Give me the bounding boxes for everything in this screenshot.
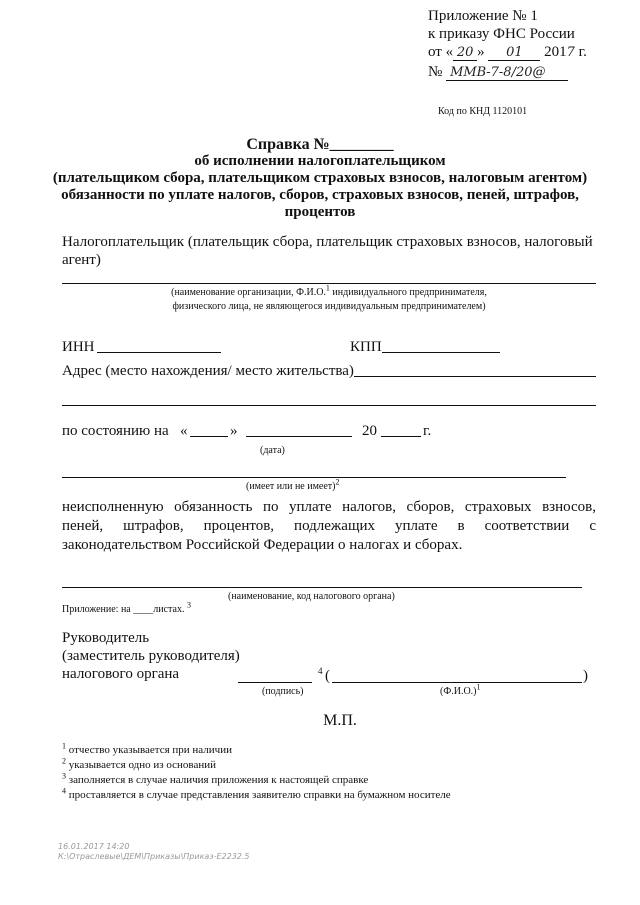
year-prefix: 20 (362, 423, 377, 439)
date-caption: (дата) (260, 445, 285, 456)
month-field (246, 436, 352, 437)
obligation-text-3: законодательством Российской Федерации о налогах и сборах. (62, 537, 463, 553)
footnote-item: $^3$ заполняется в случае наличия приложения к настоящей справке (62, 771, 369, 786)
fio-close-paren: ) (583, 668, 588, 684)
has-or-not-field (62, 477, 566, 478)
title-line-3: (плательщиком сбора, плательщиком страховых взносов, налоговым агентом) (52, 170, 588, 186)
print-timestamp: 16.01.2017 14:20 (58, 842, 130, 851)
has-or-not-caption: (имеет или не имеет)$^2$ (246, 477, 340, 492)
tax-authority-field (62, 587, 582, 588)
footnotes (62, 743, 451, 803)
signature-field (238, 682, 312, 683)
fio-field (332, 682, 582, 683)
obligation-text-2: пеней, штрафов, процентов, подлежащих уплате в соответствии с (62, 518, 596, 534)
inn-field (97, 352, 221, 353)
attachment-note: Приложение: на ____листах. $^3$ (62, 600, 191, 615)
day-open-quote: « (180, 423, 188, 439)
obligation-text-1: неисполненную обязанность по уплате налогов, сборов, страховых взносов, (62, 499, 596, 515)
signer-line-3: налогового органа (62, 666, 180, 682)
order-date: от « 20 » 01 2017 г. (428, 44, 587, 60)
inn-label: ИНН (62, 339, 95, 355)
day-close-quote: » (230, 423, 238, 439)
taxpayer-caption-1: (наименование организации, Ф.И.О.$^1$ индивидуального предпринимателя, (171, 283, 487, 298)
footnote-item: $^4$ проставляется в случае представления заявителю справки на бумажном носителе (62, 786, 451, 801)
signer-sup-4: 4 (318, 666, 323, 676)
fio-caption: $(Ф.И.О.)^1$ (440, 682, 481, 697)
taxpayer-label-2: агент) (62, 252, 101, 268)
order-number: № ММВ-7-8/20@ (428, 64, 568, 81)
order-month: 01 (488, 45, 540, 61)
print-file-path: К:\Отраслевые\ДЕМ\Приказы\Приказ-E2232.5 (58, 852, 250, 861)
title-line-4: обязанности по уплате налогов, сборов, страховых взносов, пеней, штрафов, (61, 187, 579, 203)
year-field (381, 436, 421, 437)
tax-authority-caption: (наименование, код налогового органа) (228, 591, 395, 602)
title-line-5: процентов (284, 204, 356, 220)
taxpayer-label-1: Налогоплательщик (плательщик сбора, плательщик страховых взносов, налоговый (62, 234, 593, 250)
title-line-2: об исполнении налогоплательщиком (194, 153, 446, 169)
signer-line-2: (заместитель руководителя) (62, 648, 240, 664)
stamp-place: М.П. (323, 712, 357, 729)
address-field (354, 376, 596, 377)
order-year-digit: 7 (566, 45, 575, 60)
footnote-item: $^2$ указывается одно из оснований (62, 756, 217, 771)
fio-open-paren: ( (325, 668, 330, 684)
order-day: 20 (453, 45, 477, 61)
as-of-label: по состоянию на (62, 423, 169, 439)
order-reference: к приказу ФНС России (428, 26, 575, 42)
knd-code: Код по КНД 1120101 (438, 106, 528, 117)
taxpayer-caption-2: физического лица, не являющегося индивидуальным предпринимателем) (172, 301, 486, 312)
order-number-value: ММВ-7-8/20@ (446, 65, 568, 81)
kpp-label: КПП (350, 339, 382, 355)
year-suffix: г. (423, 423, 432, 439)
certificate-title: Справка №________ (246, 136, 394, 153)
signature-caption: (подпись) (262, 686, 304, 697)
appendix-label: Приложение № 1 (428, 8, 538, 24)
address-field-2 (62, 405, 596, 406)
address-label: Адрес (место нахождения/ место жительства) (62, 363, 354, 379)
kpp-field (382, 352, 500, 353)
day-field (190, 436, 228, 437)
signer-line-1: Руководитель (62, 630, 150, 646)
footnote-item: $^1$ отчество указывается при наличии (62, 741, 232, 756)
